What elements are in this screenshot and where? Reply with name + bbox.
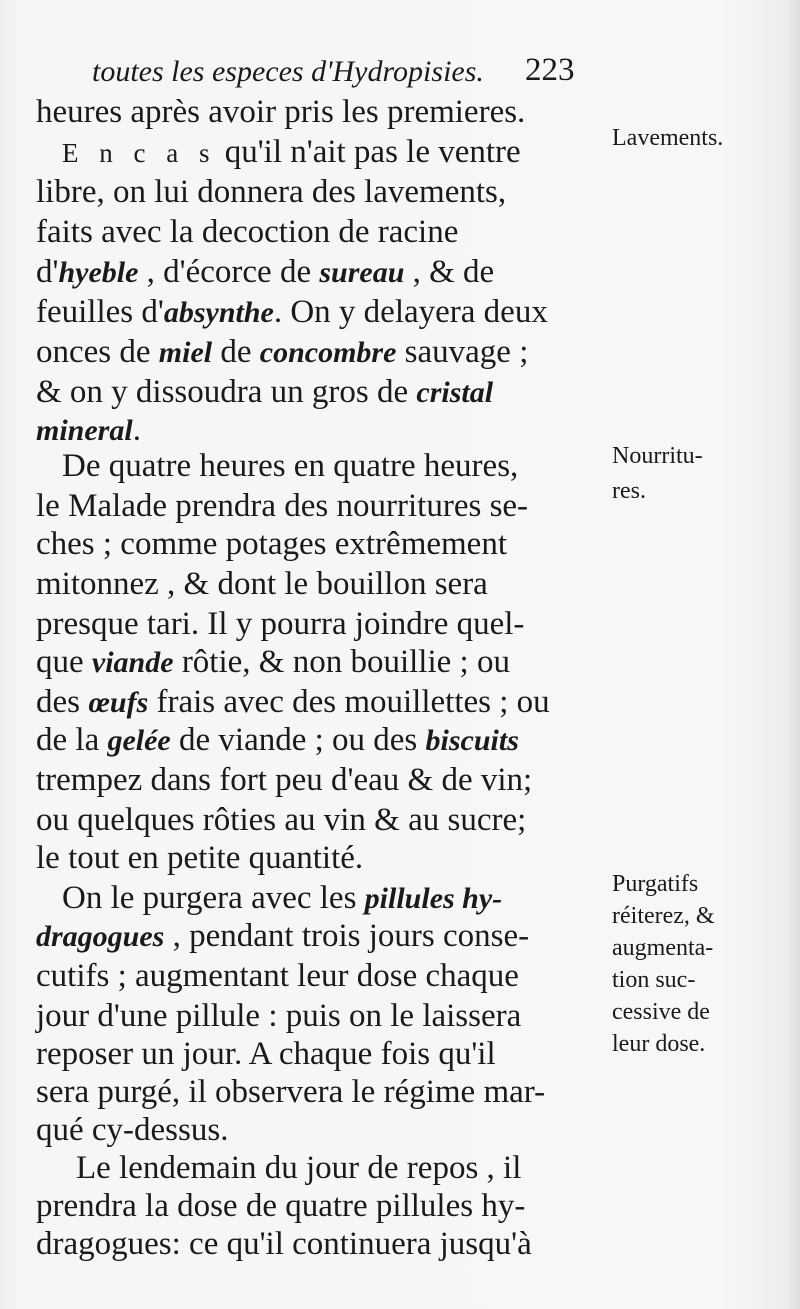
- text-segment: rôtie, & non bouillie ; ou: [173, 644, 510, 680]
- text-segment: de: [212, 334, 260, 370]
- text-segment: des: [36, 684, 89, 720]
- text-line: [36, 252, 494, 293]
- text-line: [36, 800, 526, 840]
- text-line: [36, 642, 510, 683]
- text-segment: , d'écorce de: [138, 254, 320, 290]
- text-segment: On le purgera avec les: [62, 880, 365, 916]
- text-line: [36, 212, 458, 252]
- text-segment: De quatre heures en quatre heures,: [62, 448, 519, 484]
- text-segment: qué cy-dessus.: [36, 1112, 229, 1148]
- text-segment: Le lendemain du jour de repos , il: [76, 1150, 522, 1186]
- text-line: [36, 916, 529, 957]
- text-line: [36, 172, 506, 212]
- text-line: [36, 372, 493, 413]
- margin-note-nourritures-line-1: Nourritu-: [612, 443, 703, 469]
- text-segment: viande: [91, 646, 174, 679]
- text-segment: pillules hy-: [364, 882, 503, 915]
- text-segment: jour d'une pillule : puis on le laissera: [36, 998, 522, 1034]
- text-segment: hyeble: [58, 256, 139, 289]
- text-segment: presque tari. Il y pourra joindre quel-: [36, 606, 525, 642]
- text-line: [36, 92, 525, 132]
- text-segment: onces de: [36, 334, 159, 370]
- text-segment: le Malade prendra des nourritures se-: [36, 488, 529, 524]
- text-segment: dragogues: ce qu'il continuera jusqu'à: [36, 1226, 532, 1262]
- text-line: [62, 446, 518, 486]
- text-segment: E n c a s: [62, 138, 217, 168]
- text-segment: ou quelques rôties au vin & au sucre;: [36, 802, 527, 838]
- text-line: [36, 760, 532, 800]
- text-segment: que: [36, 644, 92, 680]
- page-number: 223: [525, 52, 575, 88]
- text-segment: sera purgé, il observera le régime mar-: [36, 1074, 546, 1110]
- text-line: [36, 682, 550, 723]
- text-line: [36, 524, 507, 564]
- text-segment: reposer un jour. A chaque fois qu'il: [36, 1036, 496, 1072]
- text-line: [36, 486, 528, 526]
- text-segment: gelée: [107, 724, 171, 757]
- text-segment: libre, on lui donnera des lavements,: [36, 174, 507, 210]
- text-segment: ches ; comme potages extrêmement: [36, 526, 507, 562]
- text-line: [36, 1072, 545, 1112]
- text-segment: biscuits: [425, 724, 519, 757]
- text-segment: qu'il n'ait pas le ventre: [216, 134, 521, 170]
- text-line: [36, 996, 521, 1036]
- text-segment: & on y dissoudra un gros de: [36, 374, 417, 410]
- text-segment: miel: [158, 336, 213, 369]
- text-segment: . On y delayera deux: [273, 294, 548, 330]
- text-segment: sauvage ;: [396, 334, 529, 370]
- text-line: [36, 1110, 228, 1150]
- text-segment: œufs: [88, 686, 149, 719]
- margin-note-purgatifs-line-2: réiterez, &: [612, 903, 715, 929]
- text-segment: feuilles d': [36, 294, 164, 330]
- text-segment: concombre: [259, 336, 397, 369]
- margin-note-nourritures-line-2: res.: [612, 478, 646, 504]
- text-line: [36, 332, 528, 373]
- text-line: [36, 604, 524, 644]
- text-line: [36, 1224, 532, 1264]
- text-segment: absynthe: [163, 296, 274, 329]
- text-line: [62, 878, 502, 919]
- text-segment: , & de: [404, 254, 495, 290]
- text-line: [36, 838, 363, 878]
- text-segment: cristal: [416, 376, 494, 409]
- text-segment: , pendant trois jours conse-: [164, 918, 530, 954]
- text-line: [36, 720, 519, 761]
- text-segment: mitonnez , & dont le bouillon sera: [36, 566, 488, 602]
- text-line: [36, 292, 548, 333]
- text-line: [36, 1034, 496, 1074]
- text-segment: trempez dans fort peu d'eau & de vin;: [36, 762, 533, 798]
- margin-note-purgatifs-line-6: leur dose.: [612, 1031, 706, 1057]
- text-segment: heures après avoir pris les premieres.: [36, 94, 526, 130]
- running-title: toutes les especes d'Hydropisies.: [92, 55, 484, 88]
- margin-note-purgatifs-line-5: cessive de: [612, 999, 710, 1025]
- text-segment: .: [132, 412, 141, 448]
- text-segment: le tout en petite quantité.: [36, 840, 364, 876]
- text-segment: de la: [36, 722, 108, 758]
- text-segment: d': [36, 254, 59, 290]
- margin-note-purgatifs-line-3: augmenta-: [612, 935, 714, 961]
- margin-note-purgatifs-line-1: Purgatifs: [612, 871, 699, 897]
- text-line: [36, 410, 141, 451]
- text-segment: prendra la dose de quatre pillules hy-: [36, 1188, 526, 1224]
- text-line: [76, 1148, 521, 1188]
- text-line: [36, 564, 488, 604]
- text-line: [36, 1186, 525, 1226]
- text-segment: faits avec la decoction de racine: [36, 214, 459, 250]
- margin-note-lavements: Lavements.: [612, 125, 724, 151]
- text-line: [36, 956, 519, 996]
- margin-note-purgatifs-line-4: tion suc-: [612, 967, 696, 993]
- text-segment: dragogues: [36, 920, 165, 953]
- text-segment: cutifs ; augmentant leur dose chaque: [36, 958, 519, 994]
- text-line: [62, 132, 521, 173]
- text-segment: frais avec des mouillettes ; ou: [148, 684, 550, 720]
- text-segment: mineral: [36, 414, 133, 447]
- text-segment: de viande ; ou des: [170, 722, 426, 758]
- text-segment: sureau: [319, 256, 405, 289]
